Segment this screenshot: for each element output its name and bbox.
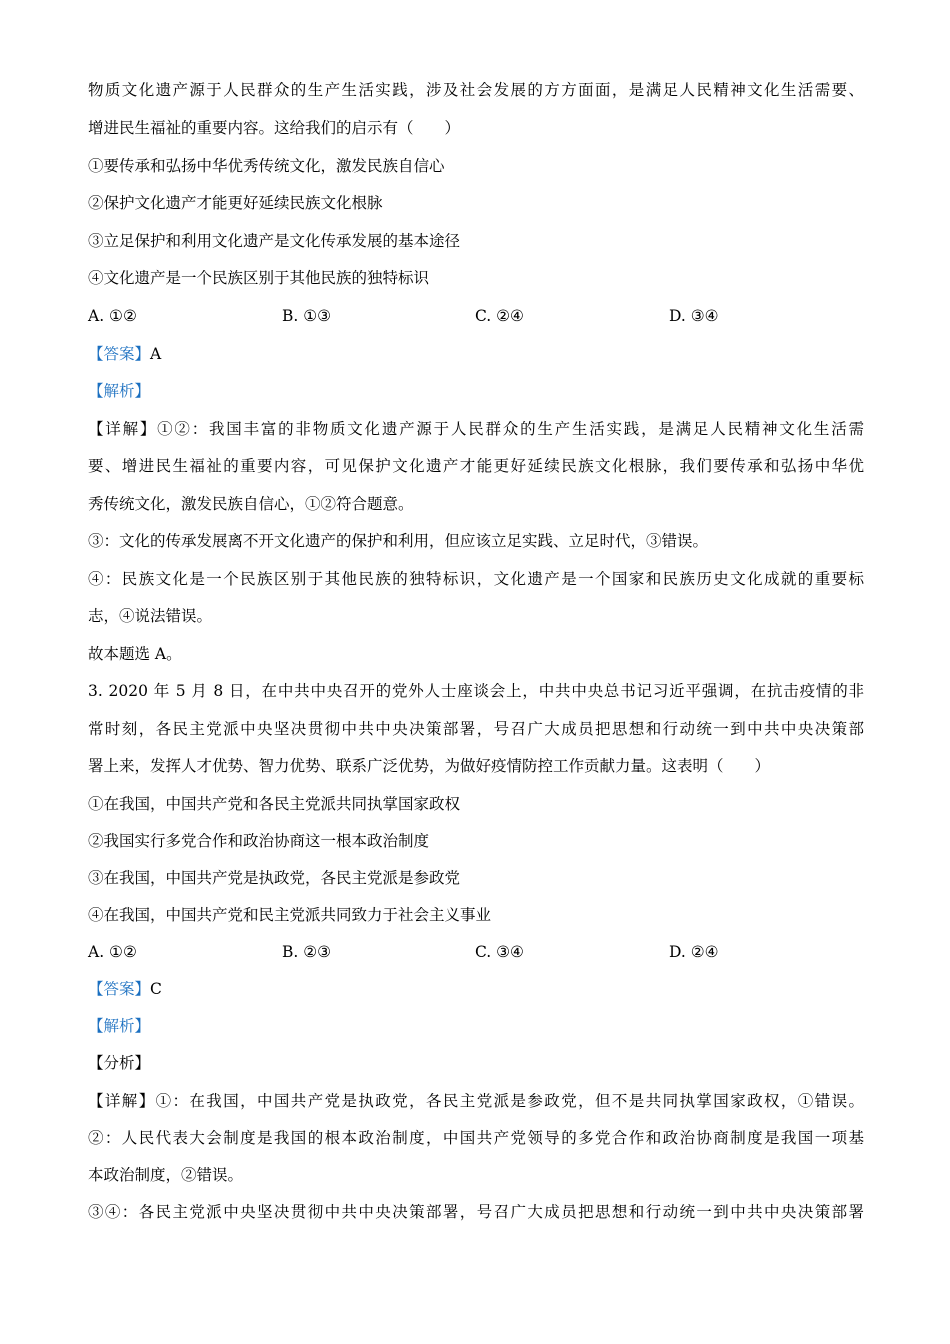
q3-option-c: C. ③④ xyxy=(475,943,524,961)
q2-detail-line-1 xyxy=(88,419,864,439)
q3-detail-line-3: 本政治制度，②错误。 xyxy=(88,1166,244,1184)
q3-item-4: ④在我国，中国共产党和民主党派共同致力于社会主义事业 xyxy=(88,906,492,924)
q2-item-4: ④文化遗产是一个民族区别于其他民族的独特标识 xyxy=(88,269,430,287)
q3-option-a: A. ①② xyxy=(88,943,137,961)
q3-option-d: D. ②④ xyxy=(669,943,719,961)
answer-tag: 【答案】 xyxy=(88,980,151,998)
detail-tag: 【详解】 xyxy=(88,420,158,438)
q2-detail-line-5: ④：民族文化是一个民族区别于其他民族的独特标识，文化遗产是一个国家和民族历史文化成就的重要标 xyxy=(88,570,864,588)
q3-analysis-tag: 【解析】 xyxy=(88,1017,151,1035)
q3-stem-line-3: 署上来，发挥人才优势、智力优势、联系广泛优势，为做好疫情防控工作贡献力量。这表明（ ） xyxy=(88,757,771,775)
q2-detail-line-2: 要、增进民生福祉的重要内容，可见保护文化遗产才能更好延续民族文化根脉，我们要传承和弘扬中华优 xyxy=(88,457,864,475)
q3-detail-line-4: ③④：各民主党派中央坚决贯彻中共中央决策部署，号召广大成员把思想和行动统一到中共中央决策部署 xyxy=(88,1203,864,1221)
answer-value: A xyxy=(150,345,162,363)
q3-detail-line-1 xyxy=(88,1091,864,1111)
q3-item-1: ①在我国，中国共产党和各民主党派共同执掌国家政权 xyxy=(88,795,461,813)
q3-item-3: ③在我国，中国共产党是执政党，各民主党派是参政党 xyxy=(88,869,461,887)
answer-value: C xyxy=(150,980,162,998)
q2-stem-line-1: 物质文化遗产源于人民群众的生产生活实践，涉及社会发展的方方面面，是满足人民精神文化生活需要、 xyxy=(88,81,864,99)
q3-stem-line-1: 3. 2020 年 5 月 8 日，在中共中央召开的党外人士座谈会上，中共中央总书记习近平强调，在抗击疫情的非 xyxy=(88,682,864,700)
q3-option-b: B. ②③ xyxy=(282,943,332,961)
q3-fenxi-tag: 【分析】 xyxy=(88,1054,151,1072)
q2-item-3: ③立足保护和利用文化遗产是文化传承发展的基本途径 xyxy=(88,232,461,250)
q3-detail-line-2: ②：人民代表大会制度是我国的根本政治制度，中国共产党领导的多党合作和政治协商制度是我国一项基 xyxy=(88,1129,864,1147)
q2-item-2: ②保护文化遗产才能更好延续民族文化根脉 xyxy=(88,194,383,212)
detail-text: ①：在我国，中国共产党是执政党，各民主党派是参政党，但不是共同执掌国家政权，①错误。 xyxy=(155,1092,864,1110)
q2-option-b: B. ①③ xyxy=(282,307,332,325)
q3-item-2: ②我国实行多党合作和政治协商这一根本政治制度 xyxy=(88,832,430,850)
q2-detail-line-3: 秀传统文化，激发民族自信心，①②符合题意。 xyxy=(88,495,414,513)
answer-tag: 【答案】 xyxy=(88,345,151,363)
q3-stem-line-2: 常时刻，各民主党派中央坚决贯彻中共中央决策部署，号召广大成员把思想和行动统一到中共中央决策部 xyxy=(88,720,864,738)
q2-detail-line-4: ③：文化的传承发展离不开文化遗产的保护和利用，但应该立足实践、立足时代，③错误。 xyxy=(88,532,709,550)
q2-option-a: A. ①② xyxy=(88,307,137,325)
q2-analysis-tag: 【解析】 xyxy=(88,382,151,400)
detail-tag: 【详解】 xyxy=(88,1092,156,1110)
detail-text: ①②：我国丰富的非物质文化遗产源于人民群众的生产生活实践，是满足人民精神文化生活需 xyxy=(157,420,864,438)
q2-stem-line-2: 增进民生福祉的重要内容。这给我们的启示有（ ） xyxy=(88,119,461,137)
q2-option-d: D. ③④ xyxy=(669,307,719,325)
q2-answer xyxy=(88,344,161,364)
q2-detail-line-6: 志，④说法错误。 xyxy=(88,607,213,625)
q3-answer xyxy=(88,979,162,999)
q2-item-1: ①要传承和弘扬中华优秀传统文化，激发民族自信心 xyxy=(88,157,445,175)
q2-option-c: C. ②④ xyxy=(475,307,524,325)
q2-conclusion: 故本题选 A。 xyxy=(88,645,182,663)
